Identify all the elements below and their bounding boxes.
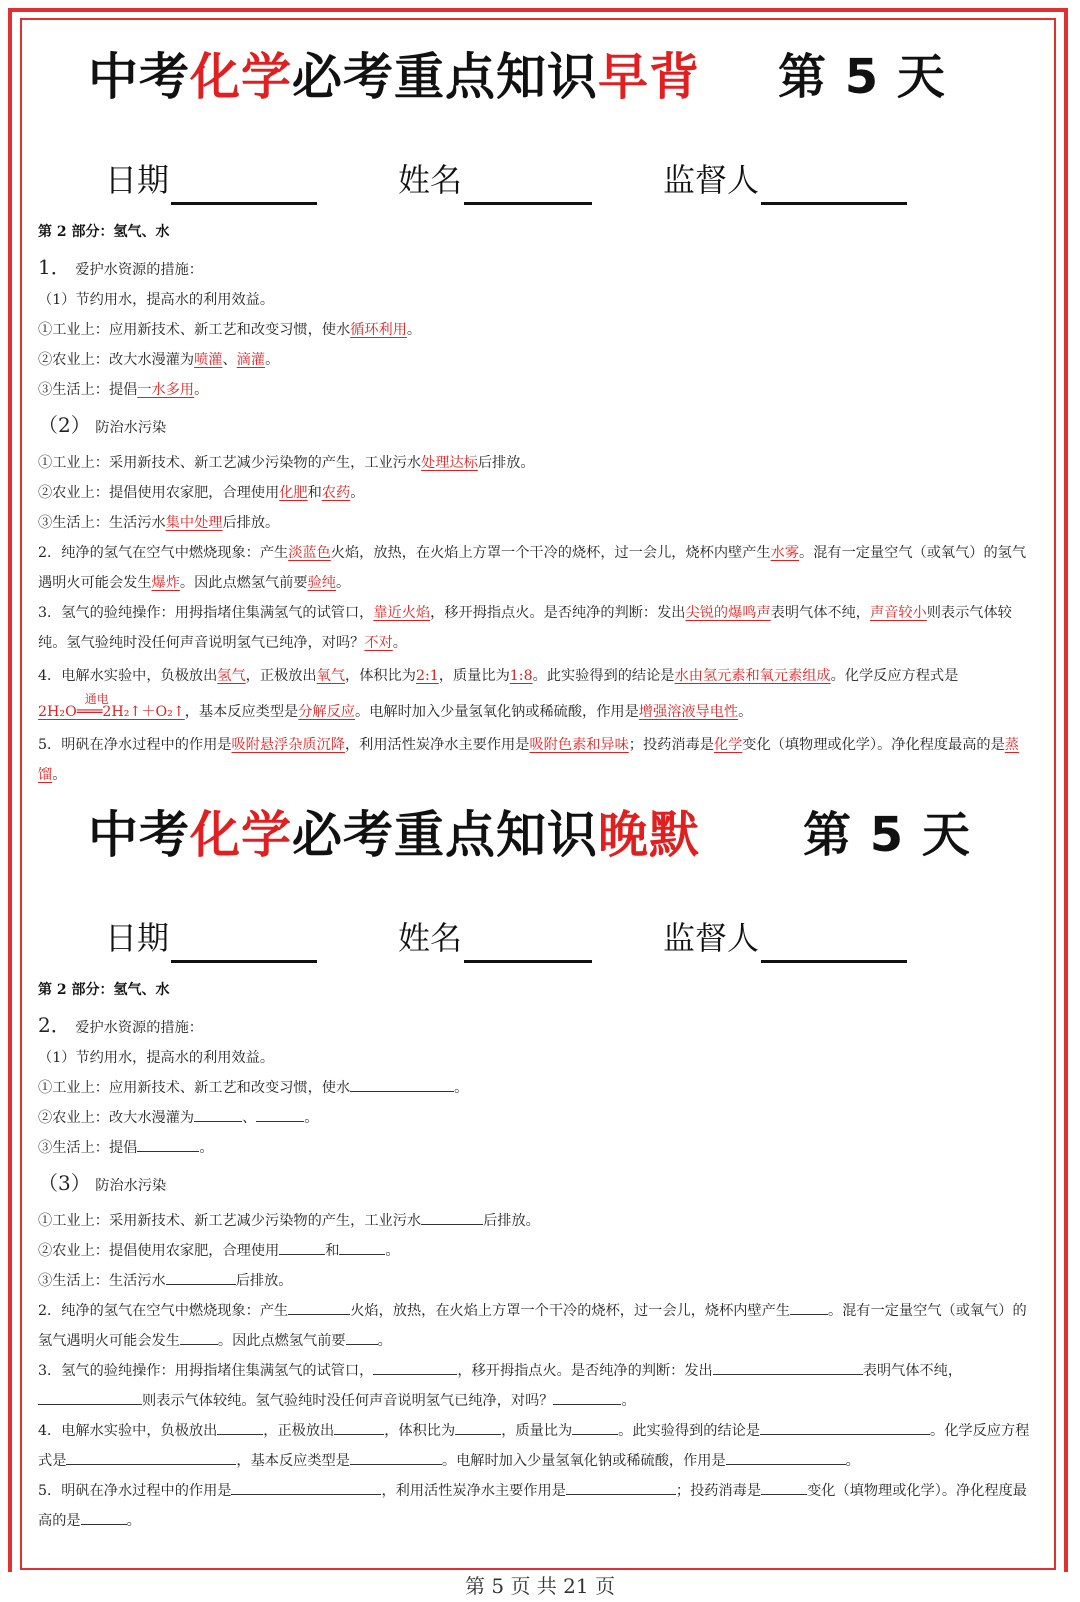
fill-blank[interactable] <box>346 1328 378 1345</box>
question-1-title <box>38 252 1038 285</box>
answer: 声音较小 <box>869 605 927 621</box>
question-2 <box>38 1296 1038 1356</box>
fill-blank[interactable] <box>217 1418 263 1435</box>
text: ②农业上：提倡使用农家肥，合理使用 <box>38 1243 280 1259</box>
subheading-number: （2） <box>38 413 91 437</box>
text: ③生活上：提倡 <box>38 1140 138 1156</box>
evening-title <box>88 800 1008 870</box>
text: 。 <box>52 767 67 783</box>
answer: 水雾 <box>770 545 800 561</box>
text: 表明气体不纯， <box>770 605 870 621</box>
text: ，质量比为 <box>438 668 510 684</box>
name-blank[interactable] <box>464 926 592 963</box>
date-label: 日期 <box>105 161 170 199</box>
answer: 靠近火焰 <box>373 605 431 621</box>
text: 5．明矾在净水过程中的作用是 <box>38 1483 232 1499</box>
text: 。此实验得到的结论是 <box>532 668 675 684</box>
fill-blank[interactable] <box>288 1298 350 1315</box>
day-label: 第 5 天 <box>803 807 971 863</box>
text: 。化学反应方程式是 <box>830 668 959 684</box>
supervisor-field <box>663 155 907 205</box>
subheading <box>38 405 1038 448</box>
title-part: 必考重点知识 <box>292 806 598 864</box>
date-field <box>105 913 317 963</box>
date-blank[interactable] <box>171 168 317 205</box>
text: 防治水污染 <box>95 1178 167 1194</box>
text: 则表示气体较纯。氢气验纯时没任何声音说明氢气已纯净，对吗？ <box>38 605 1012 651</box>
fill-blank[interactable] <box>713 1358 863 1375</box>
text-line: （1）节约用水，提高水的利用效益。 <box>38 1050 275 1066</box>
answer: 吸附悬浮杂质沉降 <box>231 737 345 753</box>
text: 。混有一定量空气（或氧气）的氢气遇明火可能会发生 <box>38 1303 1027 1349</box>
text: ，利用活性炭净水主要作用是 <box>344 737 530 753</box>
text: 。 <box>406 322 422 338</box>
text: ，利用活性炭净水主要作用是 <box>381 1483 566 1499</box>
title-part: 必考重点知识 <box>292 48 598 106</box>
fill-blank[interactable] <box>66 1448 236 1465</box>
fill-blank[interactable] <box>566 1478 676 1495</box>
text: 。因此点燃氢气前要 <box>217 1333 346 1349</box>
text-line <box>38 448 1038 478</box>
equation-condition: 通电 <box>84 692 109 706</box>
equation-right: 2H₂↑＋O₂↑ <box>102 704 185 720</box>
day-label: 第 5 天 <box>778 49 946 105</box>
fill-blank[interactable] <box>421 1208 483 1225</box>
text: 。混有一定量空气（或氧气）的氢气遇明火可能会发生 <box>38 545 1027 591</box>
question-5 <box>38 730 1038 790</box>
text-line <box>38 478 1038 508</box>
title-part: 中考 <box>88 48 190 106</box>
title-highlight: 化学 <box>190 806 292 864</box>
answer: 尖锐的爆鸣声 <box>685 605 771 621</box>
answer: 氢气 <box>217 668 246 684</box>
name-label: 姓名 <box>398 161 463 199</box>
text: ，质量比为 <box>501 1423 573 1439</box>
text: 和 <box>307 485 322 501</box>
question-4 <box>38 1416 1038 1476</box>
text: 。 <box>385 1243 400 1259</box>
text-line <box>38 1236 1038 1266</box>
title-highlight: 化学 <box>190 48 292 106</box>
text: 。 <box>738 704 753 720</box>
fill-blank[interactable] <box>180 1328 218 1345</box>
question-text: 爱护水资源的措施： <box>75 262 203 278</box>
text-line <box>38 345 1038 375</box>
text: ，移开拇指点火。是否纯净的判断：发出 <box>457 1363 713 1379</box>
name-field <box>398 913 592 963</box>
answer: 处理达标 <box>421 455 478 471</box>
text: 后排放。 <box>222 515 280 531</box>
answer: 1:8 <box>509 668 533 684</box>
evening-form-row <box>105 913 935 963</box>
fill-blank[interactable] <box>760 1418 930 1435</box>
text: ②农业上：改大水漫灌为 <box>38 1110 195 1126</box>
text: 。 <box>621 1393 636 1409</box>
fill-blank[interactable] <box>553 1388 621 1405</box>
answer: 喷灌 <box>194 352 223 368</box>
answer: 氧气 <box>316 668 346 684</box>
text: ，正极放出 <box>245 668 317 684</box>
date-blank[interactable] <box>171 926 317 963</box>
text: 2．纯净的氢气在空气中燃烧现象：产生 <box>38 1303 289 1319</box>
fill-blank[interactable] <box>350 1448 442 1465</box>
text: 5．明矾在净水过程中的作用是 <box>38 737 232 753</box>
supervisor-blank[interactable] <box>761 168 907 205</box>
text-line <box>38 1073 1038 1103</box>
fill-blank[interactable] <box>137 1135 199 1152</box>
question-4 <box>38 658 1038 730</box>
answer: 2:1 <box>415 668 439 684</box>
title-highlight: 晚默 <box>598 806 700 864</box>
text: 。此实验得到的结论是 <box>618 1423 761 1439</box>
fill-blank[interactable] <box>81 1508 127 1525</box>
answer: 水由氢元素和氧元素组成 <box>674 668 831 684</box>
evening-content <box>38 1010 1038 1536</box>
section-heading: 第 2 部分：氢气、水 <box>38 224 170 240</box>
text: 和 <box>325 1243 340 1259</box>
text: 3．氢气的验纯操作：用拇指堵住集满氢气的试管口， <box>38 605 374 621</box>
text: 。 <box>392 635 407 651</box>
text: ②农业上：改大水漫灌为 <box>38 352 195 368</box>
answer: 滴灌 <box>236 352 266 368</box>
date-field <box>105 155 317 205</box>
text: ，基本反应类型是 <box>236 1453 350 1469</box>
question-2 <box>38 538 1038 598</box>
text: 。 <box>845 1453 860 1469</box>
fill-blank[interactable] <box>166 1268 236 1285</box>
answer: 蒸馏 <box>38 737 1019 783</box>
fill-blank[interactable] <box>726 1448 846 1465</box>
supervisor-blank[interactable] <box>761 926 907 963</box>
text-line <box>38 508 1038 538</box>
text: ③生活上：提倡 <box>38 382 138 398</box>
text: 。 <box>126 1513 141 1529</box>
text: ，基本反应类型是 <box>184 704 299 720</box>
text: 火焰，放热，在火焰上方罩一个干冷的烧杯，过一会儿，烧杯内壁产生 <box>330 545 771 561</box>
fill-blank[interactable] <box>334 1418 384 1435</box>
supervisor-label: 监督人 <box>663 161 760 199</box>
answer: 化肥 <box>279 485 308 501</box>
text: 3．氢气的验纯操作：用拇指堵住集满氢气的试管口， <box>38 1363 374 1379</box>
morning-title <box>88 42 1008 112</box>
text: ，体积比为 <box>345 668 416 684</box>
question-number: 1． <box>38 255 71 279</box>
subheading <box>38 1163 1038 1206</box>
fill-blank[interactable] <box>279 1238 325 1255</box>
answer: 化学 <box>713 737 743 753</box>
text: 。 <box>336 575 351 591</box>
section-heading: 第 2 部分：氢气、水 <box>38 982 170 998</box>
text: 后排放。 <box>477 455 535 471</box>
text: 防治水污染 <box>95 420 167 436</box>
text: 。 <box>199 1140 214 1156</box>
answer: 循环利用 <box>350 322 407 338</box>
answer: 分解反应 <box>298 704 355 720</box>
text-line <box>38 1103 1038 1133</box>
text-line: （1）节约用水，提高水的利用效益。 <box>38 292 275 308</box>
text: ①工业上：采用新技术、新工艺减少污染物的产生，工业污水 <box>38 455 422 471</box>
text: 后排放。 <box>483 1213 540 1229</box>
text: ①工业上：应用新技术、新工艺和改变习惯，使水 <box>38 1080 351 1096</box>
fill-blank[interactable] <box>761 1478 807 1495</box>
question-number: 2． <box>38 1013 71 1037</box>
page-number: 第 5 页 共 21 页 <box>459 1574 621 1598</box>
answer: 集中处理 <box>165 515 223 531</box>
text: 。因此点燃氢气前要 <box>179 575 308 591</box>
text: 则表示气体较纯。氢气验纯时没任何声音说明氢气已纯净，对吗？ <box>142 1393 554 1409</box>
text: 火焰，放热，在火焰上方罩一个干冷的烧杯，过一会儿，烧杯内壁产生 <box>350 1303 791 1319</box>
supervisor-label: 监督人 <box>663 919 760 957</box>
answer: 农药 <box>321 485 351 501</box>
answer: 爆炸 <box>151 575 180 591</box>
text: 。化学反应方程式是 <box>38 1423 1030 1469</box>
text-line <box>38 1206 1038 1236</box>
text: 4．电解水实验中，负极放出 <box>38 668 218 684</box>
subheading-number: （3） <box>38 1171 91 1195</box>
name-blank[interactable] <box>464 168 592 205</box>
text: ；投药消毒是 <box>675 1483 762 1499</box>
text: 表明气体不纯， <box>862 1363 963 1379</box>
text: ，体积比为 <box>384 1423 456 1439</box>
fill-blank[interactable] <box>256 1105 304 1122</box>
answer: 吸附色素和异味 <box>529 737 629 753</box>
text: 2．纯净的氢气在空气中燃烧现象：产生 <box>38 545 289 561</box>
name-field <box>398 155 592 205</box>
question-5 <box>38 1476 1038 1536</box>
fill-blank[interactable] <box>38 1388 142 1405</box>
text: 后排放。 <box>235 1273 293 1289</box>
morning-form-row <box>105 155 935 205</box>
text: 。 <box>265 352 280 368</box>
text: 变化（填物理或化学）。净化程度最高的是 <box>38 1483 1027 1529</box>
question-text: 爱护水资源的措施： <box>75 1020 203 1036</box>
answer: 增强溶液导电性 <box>638 704 739 720</box>
fill-blank[interactable] <box>455 1418 501 1435</box>
text: ①工业上：采用新技术、新工艺减少污染物的产生，工业污水 <box>38 1213 422 1229</box>
supervisor-field <box>663 913 907 963</box>
title-highlight: 早背 <box>598 48 700 106</box>
answer: 验纯 <box>307 575 336 591</box>
fill-blank[interactable] <box>339 1238 385 1255</box>
fill-blank[interactable] <box>790 1298 828 1315</box>
text: 、 <box>222 352 237 368</box>
fill-blank[interactable] <box>373 1358 457 1375</box>
question-1-title <box>38 1010 1038 1043</box>
text: 。 <box>304 1110 319 1126</box>
text: ；投药消毒是 <box>628 737 714 753</box>
equation-left: 2H₂O <box>38 704 77 720</box>
fill-blank[interactable] <box>194 1105 242 1122</box>
date-label: 日期 <box>105 919 170 957</box>
answer: 不对 <box>364 635 393 651</box>
text: 。 <box>377 1333 392 1349</box>
text: ②农业上：提倡使用农家肥，合理使用 <box>38 485 280 501</box>
text: 。电解时加入少量氢氧化钠或稀硫酸，作用是 <box>355 704 639 720</box>
morning-content <box>38 252 1038 790</box>
text: 。 <box>454 1080 469 1096</box>
text-line <box>38 375 1038 405</box>
question-3 <box>38 598 1038 658</box>
answer: 一水多用 <box>137 382 195 398</box>
fill-blank[interactable] <box>350 1075 454 1092</box>
text-line <box>38 1133 1038 1163</box>
text: ，正极放出 <box>263 1423 335 1439</box>
text: ③生活上：生活污水 <box>38 1273 166 1289</box>
text: ①工业上：应用新技术、新工艺和改变习惯，使水 <box>38 322 351 338</box>
text: 。 <box>194 382 209 398</box>
question-3 <box>38 1356 1038 1416</box>
text: ，移开拇指点火。是否纯净的判断：发出 <box>430 605 686 621</box>
text: 4．电解水实验中，负极放出 <box>38 1423 218 1439</box>
name-label: 姓名 <box>398 919 463 957</box>
text: 。 <box>350 485 365 501</box>
equation-arrow: 通电 ═══ <box>77 694 103 730</box>
fill-blank[interactable] <box>231 1478 381 1495</box>
text: ③生活上：生活污水 <box>38 515 166 531</box>
text-line <box>38 1266 1038 1296</box>
text-line <box>38 315 1038 345</box>
text: 、 <box>242 1110 257 1126</box>
title-part: 中考 <box>88 806 190 864</box>
fill-blank[interactable] <box>572 1418 618 1435</box>
page-footer <box>0 1572 1080 1600</box>
answer: 淡蓝色 <box>288 545 331 561</box>
text: 。电解时加入少量氢氧化钠或稀硫酸，作用是 <box>441 1453 726 1469</box>
text: 变化（填物理或化学）。净化程度最高的是 <box>742 737 1005 753</box>
